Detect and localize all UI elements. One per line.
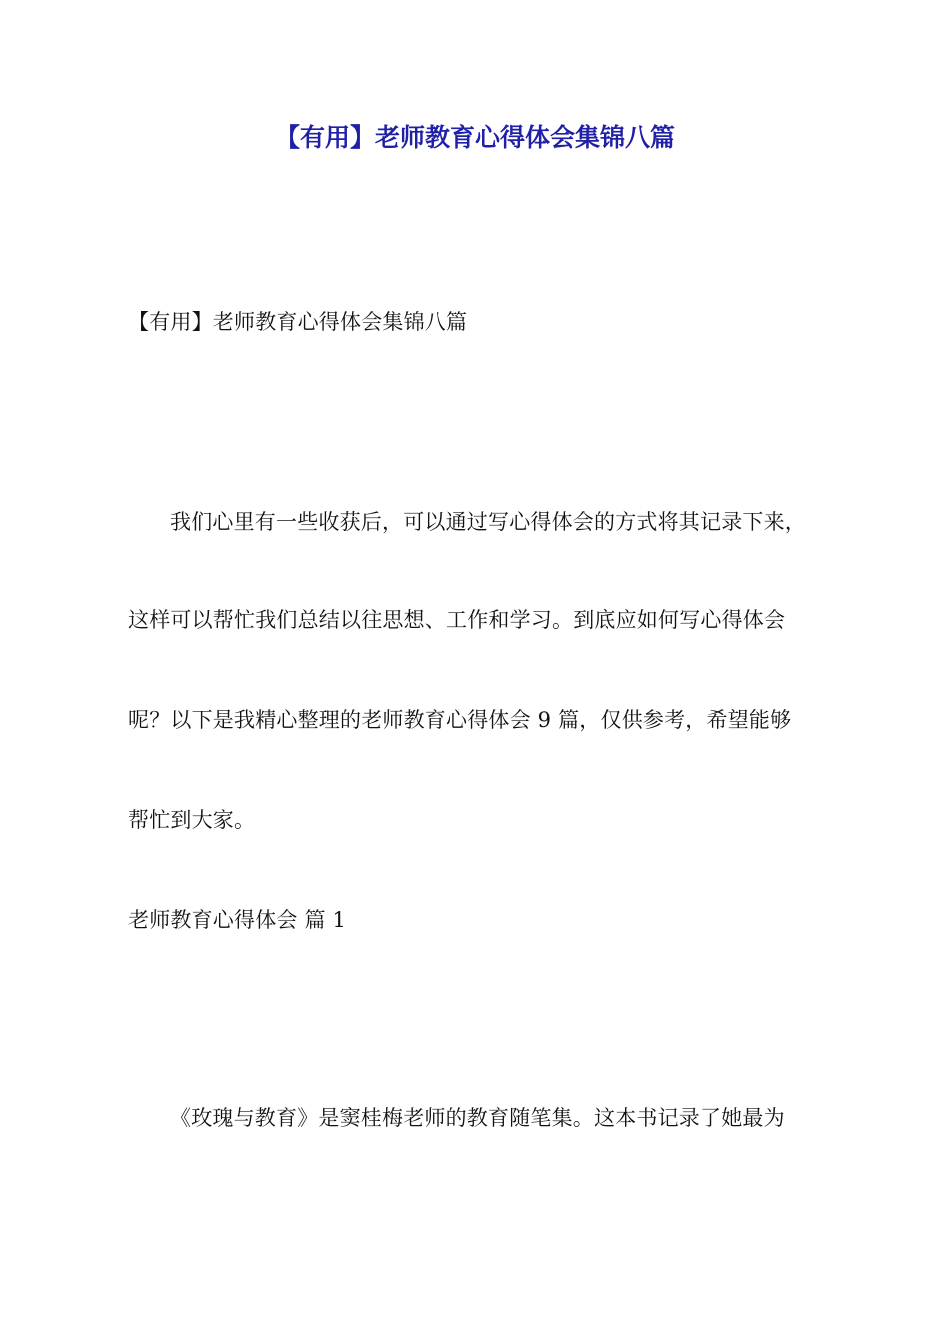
section-heading: 老师教育心得体会 篇 1 bbox=[128, 908, 347, 932]
section-paragraph-line: 《玫瑰与教育》是窦桂梅老师的教育随笔集。这本书记录了她最为 bbox=[170, 1106, 785, 1130]
intro-paragraph-line: 我们心里有一些收获后，可以通过写心得体会的方式将其记录下来， bbox=[170, 510, 806, 534]
document-title: 【有用】老师教育心得体会集锦八篇 bbox=[274, 123, 675, 152]
document-subtitle: 【有用】老师教育心得体会集锦八篇 bbox=[128, 310, 468, 334]
intro-paragraph-line: 帮忙到大家。 bbox=[128, 808, 256, 832]
intro-paragraph-line: 这样可以帮忙我们总结以往思想、工作和学习。到底应如何写心得体会 bbox=[128, 608, 786, 632]
intro-paragraph-line: 呢？以下是我精心整理的老师教育心得体会 9 篇，仅供参考，希望能够 bbox=[128, 708, 792, 732]
